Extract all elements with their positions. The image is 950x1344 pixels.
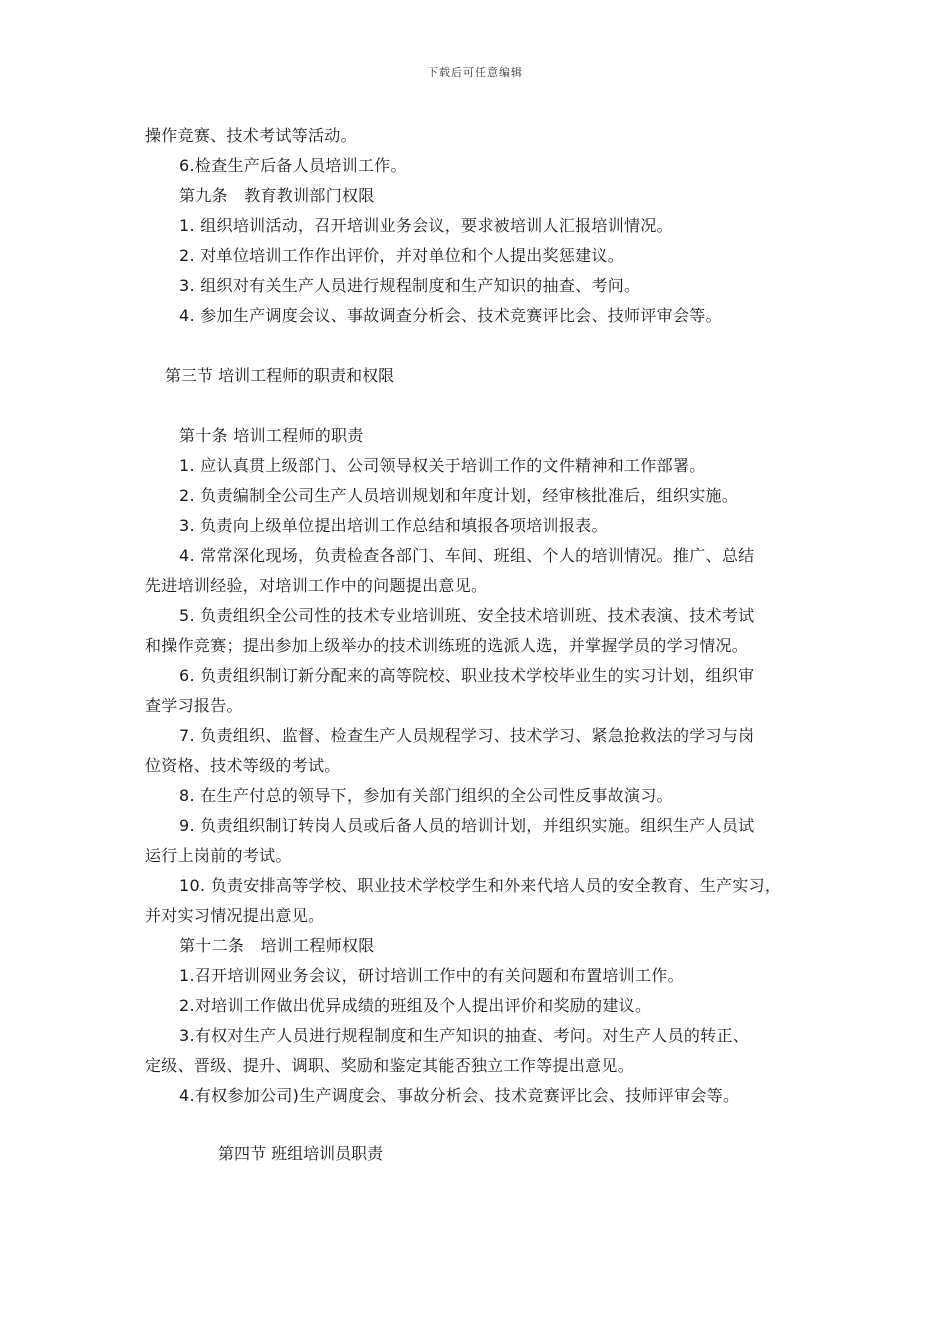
text-line: 8. 在生产付总的领导下，参加有关部门组织的全公司性反事故演习。 xyxy=(179,786,673,805)
page-header: 下载后可任意编辑 xyxy=(427,66,523,79)
section-heading: 第四节 班组培训员职责 xyxy=(218,1144,384,1163)
text-line: 6.检查生产后备人员培训工作。 xyxy=(179,156,407,175)
article-heading: 第十条 培训工程师的职责 xyxy=(179,426,364,445)
article-heading: 第十二条 培训工程师权限 xyxy=(179,936,375,955)
text-line: 先进培训经验，对培训工作中的问题提出意见。 xyxy=(145,576,488,595)
text-line: 查学习报告。 xyxy=(145,696,243,715)
text-line: 2. 负责编制全公司生产人员培训规划和年度计划，经审核批准后，组织实施。 xyxy=(179,486,739,505)
text-line: 2.对培训工作做出优异成绩的班组及个人提出评价和奖励的建议。 xyxy=(179,996,652,1015)
text-line: 9. 负责组织制订转岗人员或后备人员的培训计划，并组织实施。组织生产人员试 xyxy=(179,816,755,835)
text-line: 运行上岗前的考试。 xyxy=(145,846,292,865)
text-line: 4. 常常深化现场，负责检查各部门、车间、班组、个人的培训情况。推广、总结 xyxy=(179,546,755,565)
text-line: 1. 应认真贯上级部门、公司领导权关于培训工作的文件精神和工作部署。 xyxy=(179,456,706,475)
text-line: 并对实习情况提出意见。 xyxy=(145,906,325,925)
text-line: 1. 组织培训活动，召开培训业务会议，要求被培训人汇报培训情况。 xyxy=(179,216,673,235)
text-line: 和操作竞赛；提出参加上级举办的技术训练班的选派人选，并掌握学员的学习情况。 xyxy=(145,636,749,655)
text-line: 3. 组织对有关生产人员进行规程制度和生产知识的抽查、考问。 xyxy=(179,276,641,295)
text-line: 1.召开培训网业务会议，研讨培训工作中的有关问题和布置培训工作。 xyxy=(179,966,684,985)
text-line: 定级、晋级、提升、调职、奖励和鉴定其能否独立工作等提出意见。 xyxy=(145,1056,635,1075)
section-heading: 第三节 培训工程师的职责和权限 xyxy=(165,366,395,385)
text-line: 4. 参加生产调度会议、事故调查分析会、技术竞赛评比会、技师评审会等。 xyxy=(179,306,722,325)
text-line: 位资格、技术等级的考试。 xyxy=(145,756,341,775)
text-line: 7. 负责组织、监督、检查生产人员规程学习、技术学习、紧急抢救法的学习与岗 xyxy=(179,726,755,745)
text-line: 6. 负责组织制订新分配来的高等院校、职业技术学校毕业生的实习计划，组织审 xyxy=(179,666,755,685)
text-line: 4.有权参加公司)生产调度会、事故分析会、技术竞赛评比会、技师评审会等。 xyxy=(179,1086,740,1105)
article-heading: 第九条 教育教训部门权限 xyxy=(179,186,375,205)
text-line: 5. 负责组织全公司性的技术专业培训班、安全技术培训班、技术表演、技术考试 xyxy=(179,606,755,625)
text-line: 10. 负责安排高等学校、职业技术学校学生和外来代培人员的安全教育、生产实习， xyxy=(179,876,782,895)
text-line: 3. 负责向上级单位提出培训工作总结和填报各项培训报表。 xyxy=(179,516,608,535)
text-line: 3.有权对生产人员进行规程制度和生产知识的抽查、考问。对生产人员的转正、 xyxy=(179,1026,750,1045)
text-line: 操作竞赛、技术考试等活动。 xyxy=(145,126,357,145)
text-line: 2. 对单位培训工作作出评价，并对单位和个人提出奖惩建议。 xyxy=(179,246,625,265)
